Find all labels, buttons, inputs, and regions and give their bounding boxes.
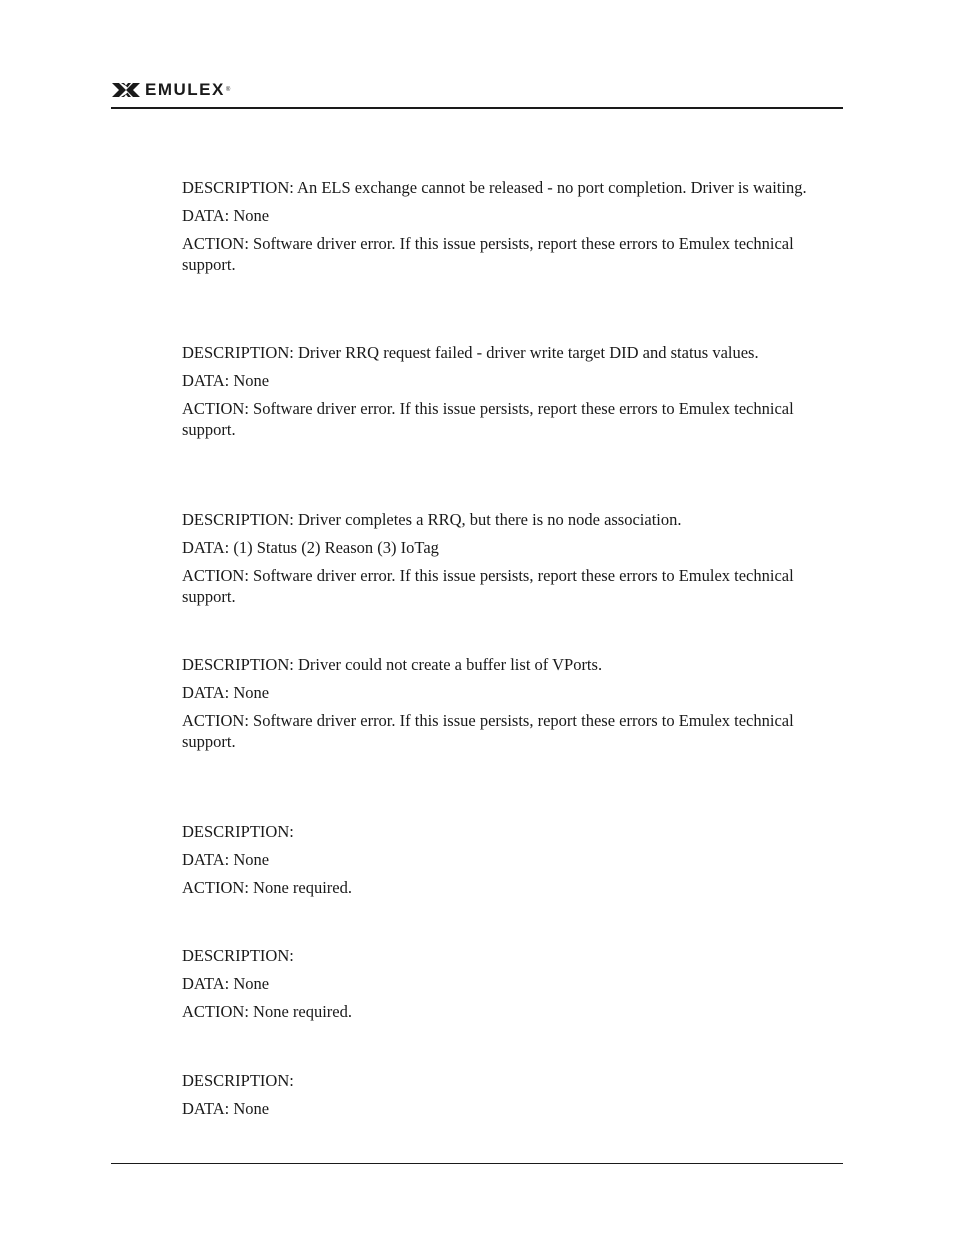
message-entry xyxy=(182,343,842,448)
message-entry xyxy=(182,510,842,615)
emulex-logo-icon xyxy=(111,82,141,98)
message-entry xyxy=(182,178,842,283)
entry-data: DATA: None xyxy=(182,371,270,390)
entry-action: ACTION: Software driver error. If this issue persists, report these errors to Emulex technical support. xyxy=(182,234,794,274)
entry-data: DATA: None xyxy=(182,683,270,702)
message-entry xyxy=(182,822,842,906)
message-entry xyxy=(182,1071,842,1127)
logo-trademark: ® xyxy=(225,87,231,93)
entry-description: DESCRIPTION: xyxy=(182,822,294,841)
entry-description: DESCRIPTION: xyxy=(182,946,294,965)
entry-description: DESCRIPTION: Driver RRQ request failed - driver write target DID and status values. xyxy=(182,343,759,362)
entry-data: DATA: None xyxy=(182,974,270,993)
entry-action: ACTION: Software driver error. If this issue persists, report these errors to Emulex technical support. xyxy=(182,566,794,606)
entry-action: ACTION: None required. xyxy=(182,878,352,897)
entry-description: DESCRIPTION: xyxy=(182,1071,294,1090)
logo-wordmark: EMULEX xyxy=(145,80,225,99)
entry-data: DATA: (1) Status (2) Reason (3) IoTag xyxy=(182,538,439,557)
message-entry xyxy=(182,655,842,760)
entry-data: DATA: None xyxy=(182,850,270,869)
page-header xyxy=(111,79,843,103)
header-rule xyxy=(111,107,843,109)
entry-data: DATA: None xyxy=(182,1099,270,1118)
entry-action: ACTION: Software driver error. If this issue persists, report these errors to Emulex technical support. xyxy=(182,399,794,439)
footer-rule xyxy=(111,1163,843,1164)
entry-action: ACTION: Software driver error. If this issue persists, report these errors to Emulex technical support. xyxy=(182,711,794,751)
entry-description: DESCRIPTION: Driver could not create a buffer list of VPorts. xyxy=(182,655,603,674)
entry-action: ACTION: None required. xyxy=(182,1002,352,1021)
entry-description: DESCRIPTION: Driver completes a RRQ, but there is no node association. xyxy=(182,510,682,529)
emulex-logo xyxy=(111,79,230,101)
entry-data: DATA: None xyxy=(182,206,270,225)
message-entry xyxy=(182,946,842,1030)
entry-description: DESCRIPTION: An ELS exchange cannot be released - no port completion. Driver is waiting. xyxy=(182,178,807,197)
